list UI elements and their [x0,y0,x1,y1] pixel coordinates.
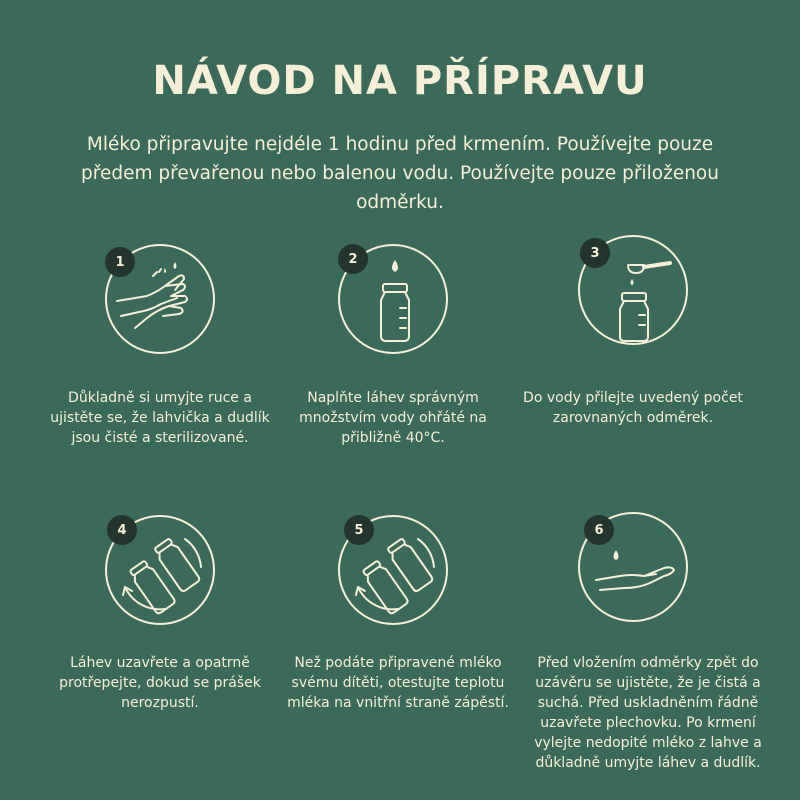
step-5-text: Než podáte připravené mléko svému dítěti, otestujte teplotu mléka na vnitřní straně zápěstí. [287,655,509,711]
step-3-number: 3 [580,238,610,268]
step-4-number: 4 [107,515,137,545]
step-1-number: 1 [105,247,135,277]
step-6-number: 6 [584,515,614,545]
step-3-text: Do vody přilejte uvedený počet zarovnaných odměrek. [523,390,743,426]
step-1-text: Důkladně si umyjte ruce a ujistěte se, že lahvička a dudlík jsou čisté a sterilizované. [50,390,270,446]
step-6-text: Před vložením odměrky zpět do uzávěru se ujistěte, že je čistá a suchá. Před uskladněním řádně uzavřete plechovku. Po krmení vylejte nedopité mléko z lahve a důkladně umyjte láhev a dudlík. [534,655,762,771]
step-5-number: 5 [344,515,374,545]
page-title: NÁVOD NA PŘÍPRAVU [152,58,648,104]
intro-text: Mléko připravujte nejdéle 1 hodinu před krmením. Používejte pouze předem převařenou nebo balenou vodu. Používejte pouze přiloženou odměrku. [81,134,719,213]
step-2-text: Naplňte láhev správným množstvím vody ohřáté na přibližně 40°C. [299,390,487,446]
step-2-number: 2 [338,244,368,274]
step-4-text: Láhev uzavřete a opatrně protřepejte, dokud se prášek nerozpustí. [59,655,261,711]
